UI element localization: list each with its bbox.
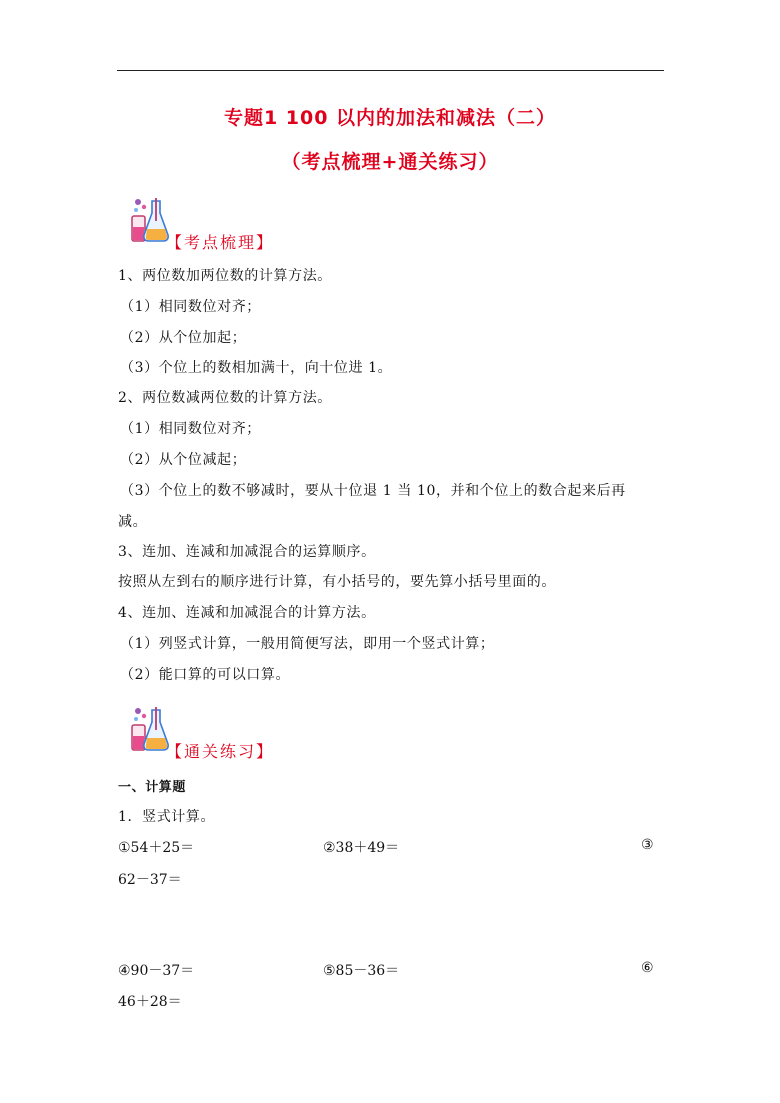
text-line: 减。 bbox=[118, 514, 148, 530]
text-line: 3、连加、连减和加减混合的运算顺序。 bbox=[118, 544, 376, 560]
question-intro: 1．竖式计算。 bbox=[118, 809, 216, 825]
text-line: 1、两位数加两位数的计算方法。 bbox=[118, 268, 332, 284]
page-title: 专题1 100 以内的加法和减法（二） bbox=[223, 107, 557, 129]
text-line: （2）从个位减起； bbox=[120, 452, 247, 468]
problem-4: ④90－37＝ bbox=[118, 963, 195, 979]
part-title: 一、计算题 bbox=[118, 780, 187, 795]
section-label-key-points: 【考点梳理】 bbox=[166, 233, 275, 252]
problem-2: ②38＋49＝ bbox=[323, 840, 400, 856]
problem-6-marker: ⑥ bbox=[641, 960, 654, 976]
text-line: （2）从个位加起； bbox=[120, 330, 247, 346]
problem-6: 46＋28＝ bbox=[118, 994, 182, 1010]
text-line: 4、连加、连减和加减混合的计算方法。 bbox=[118, 605, 376, 621]
problem-3: 62－37＝ bbox=[118, 872, 182, 888]
text-line: （3）个位上的数不够减时，要从十位退 1 当 10，并和个位上的数合起来后再 bbox=[120, 483, 626, 499]
section-head-key-points bbox=[130, 197, 330, 252]
text-line: 2、两位数减两位数的计算方法。 bbox=[118, 390, 332, 406]
text-line: （1）相同数位对齐； bbox=[120, 299, 261, 315]
section-label-practice: 【通关练习】 bbox=[166, 742, 275, 761]
text-line: 按照从左到右的顺序进行计算，有小括号的，要先算小括号里面的。 bbox=[118, 574, 556, 590]
text-line: （1）列竖式计算，一般用简便写法，即用一个竖式计算； bbox=[120, 636, 495, 652]
text-line: （1）相同数位对齐； bbox=[120, 421, 261, 437]
section-head-practice bbox=[130, 706, 330, 761]
flask-icon bbox=[130, 197, 170, 245]
page-subtitle: （考点梳理+通关练习） bbox=[281, 151, 499, 173]
problem-5: ⑤85－36＝ bbox=[323, 963, 400, 979]
text-line: （2）能口算的可以口算。 bbox=[120, 667, 291, 683]
problem-3-marker: ③ bbox=[641, 837, 654, 853]
text-line: （3）个位上的数相加满十，向十位进 1。 bbox=[120, 360, 393, 376]
header-rule bbox=[117, 70, 664, 71]
flask-icon bbox=[130, 706, 170, 754]
problem-1: ①54＋25＝ bbox=[118, 840, 195, 856]
